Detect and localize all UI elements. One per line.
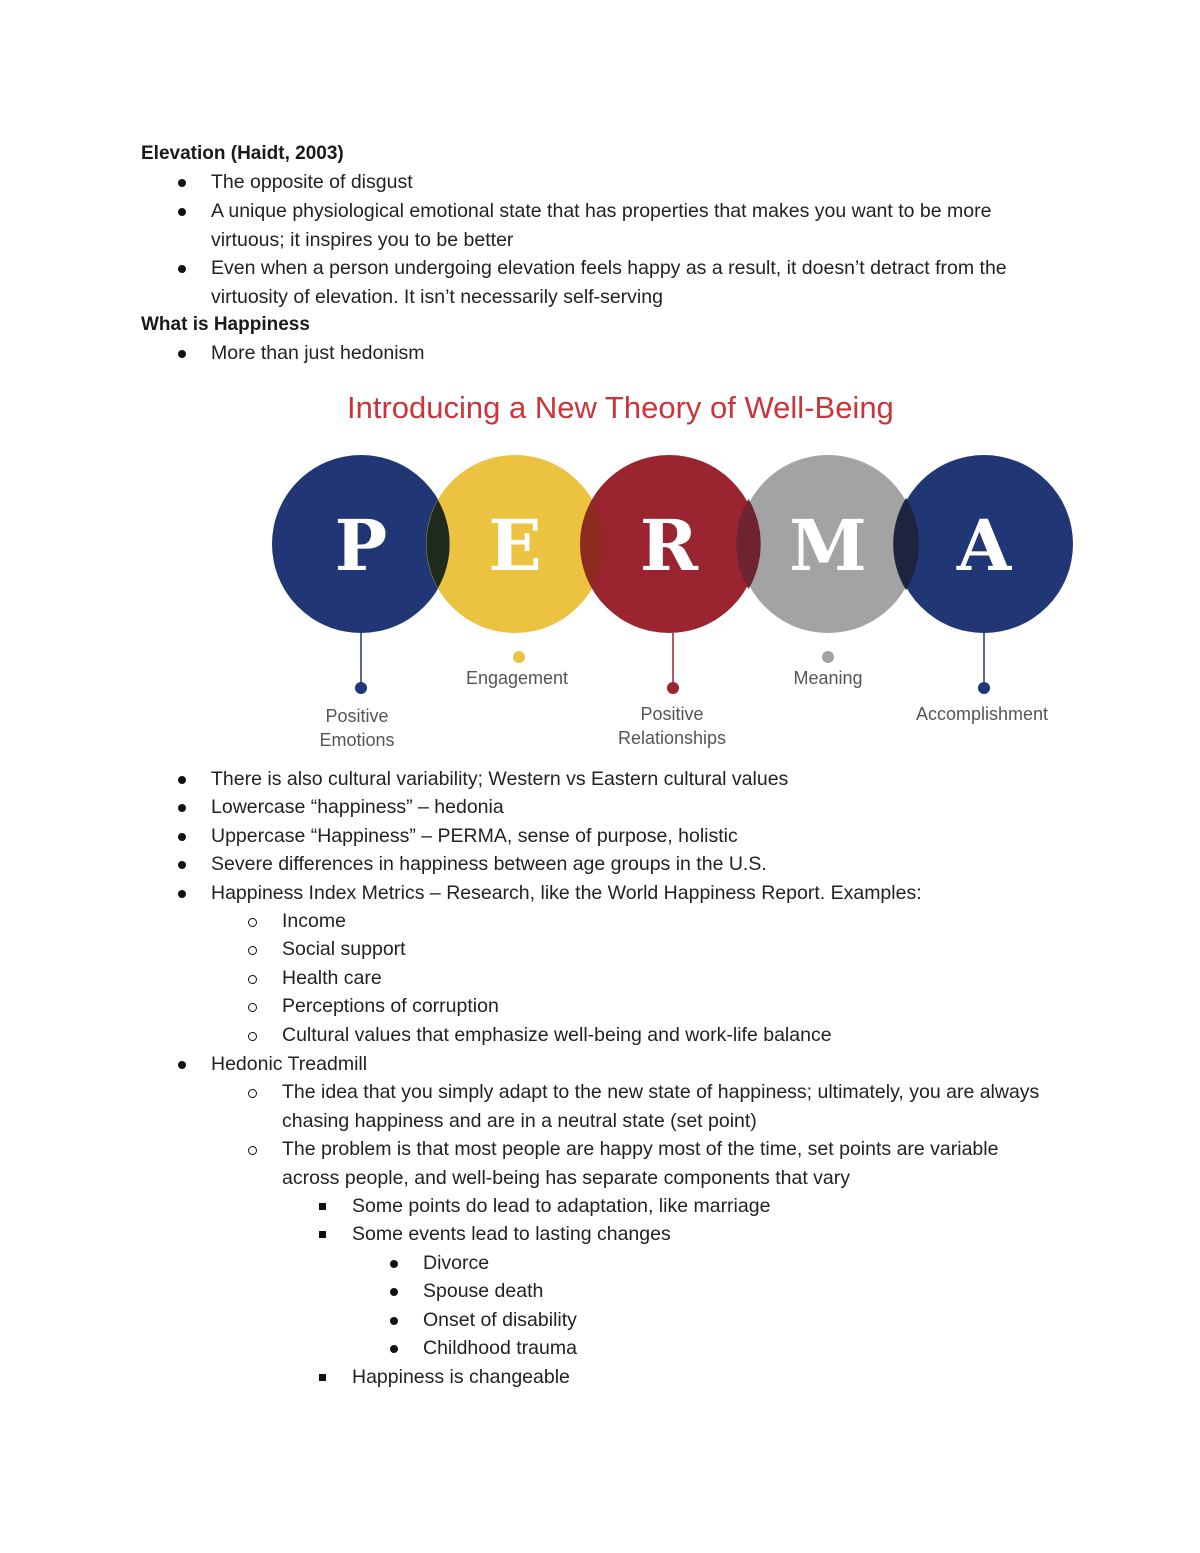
label-positive-relationships-1: Positive: [640, 704, 704, 724]
list-item: Some points do lead to adaptation, like marriage: [352, 1195, 771, 1217]
list-item: A unique physiological emotional state that has properties that makes you want to be more virtuous; it inspires you to be better: [211, 200, 992, 251]
bullet-icon: [390, 1288, 398, 1296]
bullet-icon: [178, 1061, 186, 1069]
list-item: The opposite of disgust: [211, 171, 413, 193]
list-item: Onset of disability: [423, 1309, 577, 1331]
perma-diagram: [262, 380, 1092, 760]
label-engagement: Engagement: [465, 668, 569, 688]
list-item: More than just hedonism: [211, 342, 425, 364]
hollow-bullet-icon: [248, 918, 257, 927]
hollow-bullet-icon: [248, 946, 257, 955]
list-item: The problem is that most people are happy most of the time, set points are variable across people, and well-being has separate components that vary: [282, 1138, 999, 1189]
bullet-icon: [178, 804, 186, 812]
dot-r: [667, 682, 679, 694]
square-bullet-icon: [319, 1231, 326, 1238]
list-item: Health care: [282, 967, 382, 989]
label-accomplishment: Accomplishment: [915, 704, 1049, 724]
bullet-icon: [178, 890, 186, 898]
bullet-icon: [178, 776, 186, 784]
list-item: Happiness is changeable: [352, 1366, 570, 1388]
hollow-bullet-icon: [248, 1032, 257, 1041]
heading-elevation: Elevation (Haidt, 2003): [141, 143, 344, 164]
dot-m: [822, 651, 834, 663]
figure-title: Introducing a New Theory of Well-Being: [347, 390, 894, 425]
bullet-icon: [390, 1345, 398, 1353]
list-item: Social support: [282, 938, 406, 960]
hollow-bullet-icon: [248, 1089, 257, 1098]
list-item: Even when a person undergoing elevation feels happy as a result, it doesn’t detract from the virtuosity of elevation. It isn’t necessarily self-serving: [211, 257, 1007, 308]
list-item: Happiness Index Metrics – Research, like the World Happiness Report. Examples:: [211, 882, 922, 904]
list-item: There is also cultural variability; Western vs Eastern cultural values: [211, 768, 789, 790]
label-positive-relationships-2: Relationships: [617, 728, 727, 748]
square-bullet-icon: [319, 1374, 326, 1381]
list-item: Perceptions of corruption: [282, 995, 499, 1017]
bullet-icon: [178, 350, 186, 358]
heading-what-is-happiness: What is Happiness: [141, 314, 310, 335]
letter-m: M: [789, 504, 867, 587]
list-item: Uppercase “Happiness” – PERMA, sense of purpose, holistic: [211, 825, 738, 847]
letter-e: E: [488, 504, 542, 587]
letter-a: A: [956, 504, 1012, 587]
list-item: Cultural values that emphasize well-being and work-life balance: [282, 1024, 832, 1046]
bullet-icon: [178, 833, 186, 841]
dot-a: [978, 682, 990, 694]
label-meaning: Meaning: [793, 668, 863, 688]
hollow-bullet-icon: [248, 1003, 257, 1012]
bullet-icon: [178, 179, 186, 187]
letter-r: R: [639, 504, 699, 587]
bullet-icon: [178, 208, 186, 216]
list-item: Hedonic Treadmill: [211, 1053, 368, 1075]
bullet-icon: [178, 265, 186, 273]
bullet-icon: [390, 1260, 398, 1268]
list-item: Income: [282, 910, 346, 932]
list-item: Spouse death: [423, 1280, 544, 1302]
label-positive-emotions-1: Positive: [325, 706, 389, 726]
list-item: Childhood trauma: [423, 1337, 577, 1359]
square-bullet-icon: [319, 1203, 326, 1210]
hollow-bullet-icon: [248, 975, 257, 984]
dot-p: [355, 682, 367, 694]
dot-e: [513, 651, 525, 663]
bullet-icon: [178, 861, 186, 869]
label-positive-emotions-2: Emotions: [319, 730, 395, 750]
list-item: The idea that you simply adapt to the new state of happiness; ultimately, you are always chasing happiness and are in a neutral state (set point): [282, 1081, 1040, 1132]
list-item: Severe differences in happiness between age groups in the U.S.: [211, 853, 767, 875]
list-item: Divorce: [423, 1252, 490, 1274]
letter-p: P: [334, 504, 388, 587]
list-item: Lowercase “happiness” – hedonia: [211, 796, 504, 818]
hollow-bullet-icon: [248, 1146, 257, 1155]
bullet-icon: [390, 1317, 398, 1325]
list-item: Some events lead to lasting changes: [352, 1223, 671, 1245]
